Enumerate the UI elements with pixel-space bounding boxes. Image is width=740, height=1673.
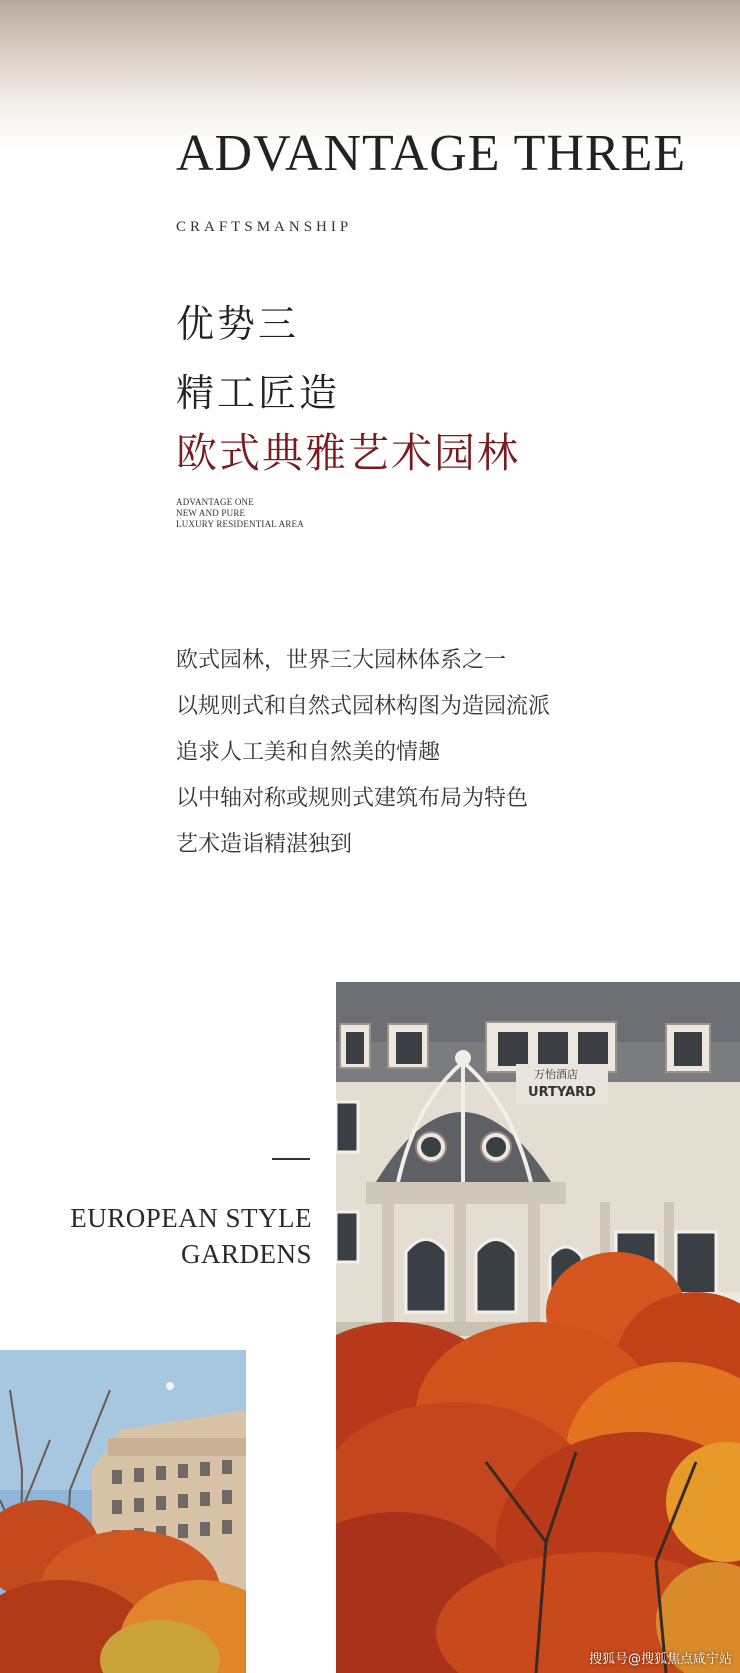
divider-rule [272, 1158, 310, 1160]
page-title: ADVANTAGE THREE [176, 125, 687, 182]
headline-line-1: 优势三 [176, 302, 300, 346]
body-paragraph [176, 646, 550, 876]
hotel-sign-cn: 万怡酒店 [534, 1068, 578, 1081]
body-line: 欧式园林，世界三大园林体系之一 [176, 648, 507, 673]
building-photo-svg [336, 982, 740, 1673]
small-tag-line-2: NEW AND PURE [176, 508, 246, 518]
hotel-sign: URTYARD [528, 1085, 596, 1100]
tower-photo-svg [0, 1350, 246, 1673]
page-subtitle: CRAFTSMANSHIP [176, 219, 353, 235]
european-building-autumn-photo [336, 982, 740, 1673]
watermark: 搜狐号@搜狐焦点咸宁站 [588, 1652, 732, 1667]
headline-line-3: 欧式典雅艺术园林 [176, 429, 520, 477]
gallery-title [70, 1200, 312, 1272]
body-line: 追求人工美和自然美的情趣 [176, 740, 441, 765]
body-line: 以规则式和自然式园林构图为造园流派 [176, 694, 551, 719]
small-tag-line-1: ADVANTAGE ONE [176, 497, 254, 507]
small-english-tag [176, 497, 304, 530]
body-line: 以中轴对称或规则式建筑布局为特色 [176, 786, 529, 811]
gallery-title-line-1: EUROPEAN STYLE [70, 1203, 312, 1233]
headline-line-2: 精工匠造 [176, 371, 341, 415]
gallery-title-line-2: GARDENS [180, 1239, 312, 1269]
body-line: 艺术造诣精湛独到 [176, 832, 353, 857]
small-tag-line-3: LUXURY RESIDENTIAL AREA [176, 519, 304, 529]
apartment-tower-autumn-photo [0, 1350, 246, 1673]
